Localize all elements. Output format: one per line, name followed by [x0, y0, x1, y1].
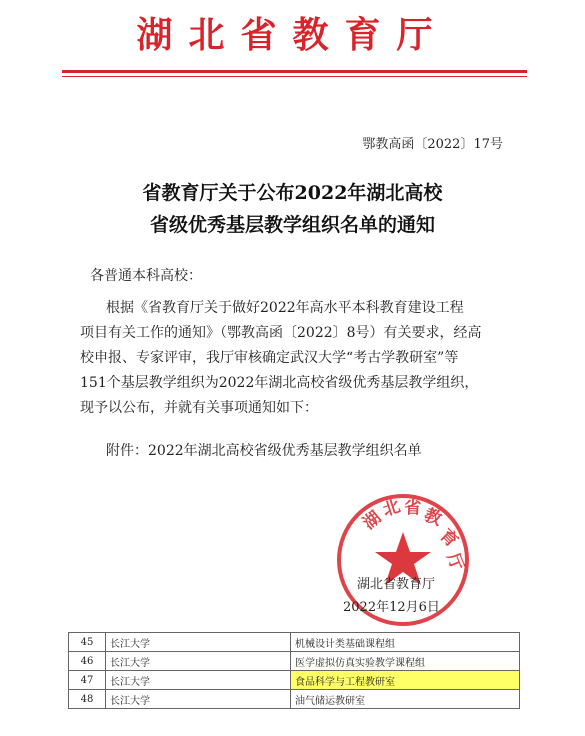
body-line: 151个基层教学组织为2022年湖北高校省级优秀基层教学组织，: [80, 375, 479, 391]
svg-text:北: 北: [380, 496, 403, 521]
row-organization: 机械设计类基础课程组: [291, 633, 520, 652]
masthead: 湖北省教育厅: [136, 15, 449, 56]
issuer-name: 湖北省教育厅: [357, 577, 436, 592]
row-organization: 食品科学与工程教研室: [291, 671, 520, 690]
svg-text:厅: 厅: [442, 550, 468, 574]
row-university: 长江大学: [106, 690, 291, 709]
row-number: 46: [69, 652, 106, 671]
table-row: [69, 652, 520, 671]
svg-text:教: 教: [421, 505, 445, 531]
masthead-rule-thick: [62, 70, 527, 73]
row-university: 长江大学: [106, 652, 291, 671]
table-row-highlighted: [69, 671, 520, 690]
row-organization: 油气储运教研室: [291, 690, 520, 709]
organization-list-table: [68, 632, 520, 709]
table-row: [69, 633, 520, 652]
svg-text:省: 省: [403, 498, 422, 519]
row-number: 47: [69, 671, 106, 690]
row-university: 长江大学: [106, 671, 291, 690]
table-row: [69, 690, 520, 709]
row-organization: 医学虚拟仿真实验教学课程组: [291, 652, 520, 671]
row-university: 长江大学: [106, 633, 291, 652]
salutation: 各普通本科高校：: [90, 268, 202, 284]
document-title-line-1: 省教育厅关于公布2022年湖北高校: [142, 182, 443, 204]
row-number: 48: [69, 690, 106, 709]
attachment-line: 附件：2022年湖北高校省级优秀基层教学组织名单: [106, 443, 422, 459]
body-line: 校申报、专家评审，我厅审核确定武汉大学“考古学教研室”等: [80, 350, 459, 366]
svg-text:湖: 湖: [359, 507, 386, 534]
document-number: 鄂教高函〔2022〕17号: [362, 137, 503, 152]
svg-text:育: 育: [435, 525, 462, 552]
body-line: 根据《省教育厅关于做好2022年高水平本科教育建设工程: [106, 300, 464, 316]
issue-date: 2022年12月6日: [343, 600, 440, 615]
document-title-line-2: 省级优秀基层教学组织名单的通知: [149, 214, 435, 236]
row-number: 45: [69, 633, 106, 652]
body-line: 项目有关工作的通知》（鄂教高函〔2022〕8号）有关要求，经高: [80, 325, 482, 341]
masthead-rule-thin: [62, 76, 527, 77]
body-line: 现予以公布，并就有关事项通知如下：: [80, 400, 318, 416]
